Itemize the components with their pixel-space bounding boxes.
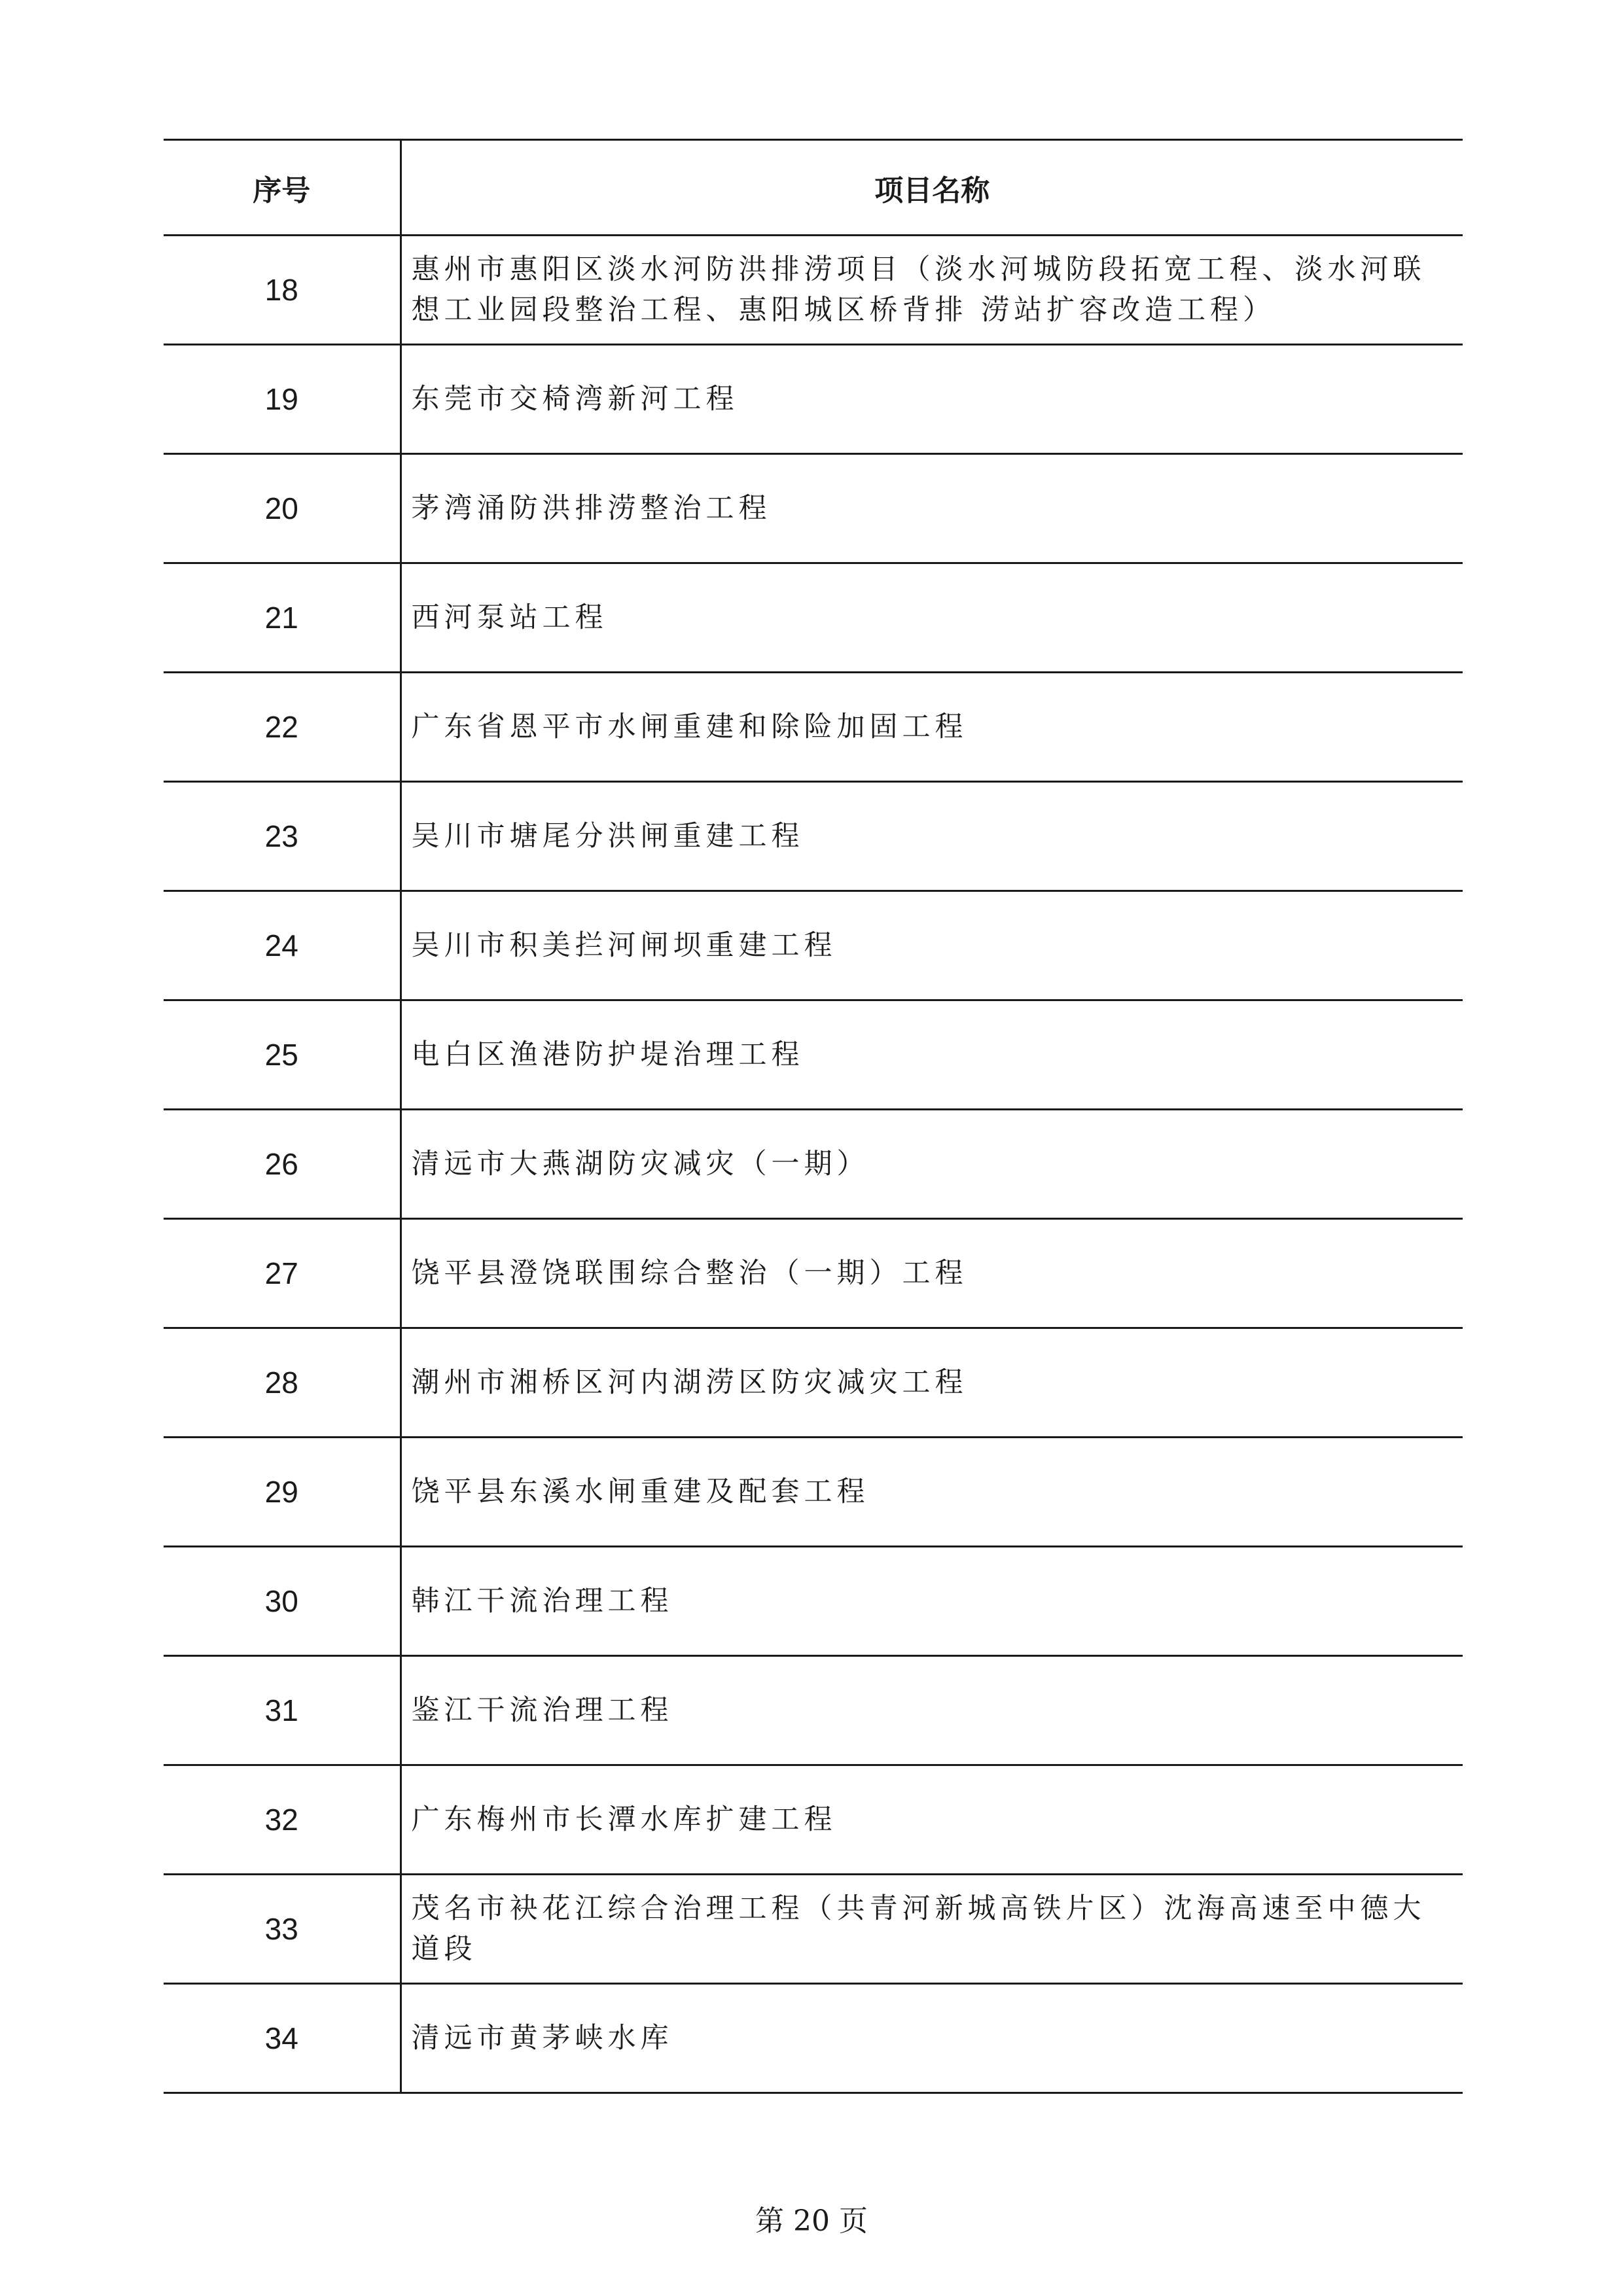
table-row [164, 1219, 1463, 1328]
row-serial-number: 30 [164, 1547, 401, 1656]
row-serial-number: 23 [164, 782, 401, 891]
row-project-name: 吴川市积美拦河闸坝重建工程 [401, 891, 1463, 1000]
row-project-name: 茂名市袂花江综合治理工程（共青河新城高铁片区）沈海高速至中德大道段 [401, 1875, 1463, 1984]
table-row [164, 1110, 1463, 1219]
table-row [164, 563, 1463, 673]
row-serial-number: 32 [164, 1765, 401, 1875]
row-serial-number: 18 [164, 236, 401, 345]
row-project-name: 饶平县东溪水闸重建及配套工程 [401, 1438, 1463, 1547]
header-project-name: 项目名称 [401, 140, 1463, 236]
table-row [164, 1984, 1463, 2093]
table-row [164, 1547, 1463, 1656]
page-number: 第 20 页 [755, 2204, 868, 2238]
table-row [164, 782, 1463, 891]
row-project-name: 潮州市湘桥区河内湖涝区防灾减灾工程 [401, 1328, 1463, 1438]
row-serial-number: 22 [164, 673, 401, 782]
table-row [164, 345, 1463, 454]
row-serial-number: 29 [164, 1438, 401, 1547]
row-serial-number: 27 [164, 1219, 401, 1328]
table-body [164, 236, 1463, 2093]
row-project-name: 电白区渔港防护堤治理工程 [401, 1000, 1463, 1110]
header-serial-number: 序号 [164, 140, 401, 236]
row-project-name: 广东省恩平市水闸重建和除险加固工程 [401, 673, 1463, 782]
row-serial-number: 20 [164, 454, 401, 563]
row-project-name: 惠州市惠阳区淡水河防洪排涝项目（淡水河城防段拓宽工程、淡水河联想工业园段整治工程、惠阳城区桥背排 涝站扩容改造工程） [401, 236, 1463, 345]
table-row [164, 454, 1463, 563]
row-project-name: 东莞市交椅湾新河工程 [401, 345, 1463, 454]
row-serial-number: 33 [164, 1875, 401, 1984]
row-serial-number: 31 [164, 1656, 401, 1765]
table-row [164, 1328, 1463, 1438]
project-table [164, 139, 1463, 2094]
row-project-name: 饶平县澄饶联围综合整治（一期）工程 [401, 1219, 1463, 1328]
table-row [164, 891, 1463, 1000]
row-project-name: 清远市大燕湖防灾减灾（一期） [401, 1110, 1463, 1219]
row-serial-number: 24 [164, 891, 401, 1000]
table-header-row [164, 140, 1463, 236]
row-project-name: 西河泵站工程 [401, 563, 1463, 673]
row-serial-number: 19 [164, 345, 401, 454]
row-project-name: 广东梅州市长潭水库扩建工程 [401, 1765, 1463, 1875]
row-serial-number: 26 [164, 1110, 401, 1219]
row-serial-number: 25 [164, 1000, 401, 1110]
row-serial-number: 21 [164, 563, 401, 673]
table-row [164, 673, 1463, 782]
table-row [164, 1765, 1463, 1875]
row-project-name: 清远市黄茅峡水库 [401, 1984, 1463, 2093]
table-row [164, 236, 1463, 345]
table-row [164, 1000, 1463, 1110]
row-project-name: 茅湾涌防洪排涝整治工程 [401, 454, 1463, 563]
table-row [164, 1875, 1463, 1984]
row-serial-number: 28 [164, 1328, 401, 1438]
row-project-name: 吴川市塘尾分洪闸重建工程 [401, 782, 1463, 891]
table-row [164, 1656, 1463, 1765]
row-serial-number: 34 [164, 1984, 401, 2093]
row-project-name: 鉴江干流治理工程 [401, 1656, 1463, 1765]
table-row [164, 1438, 1463, 1547]
row-project-name: 韩江干流治理工程 [401, 1547, 1463, 1656]
